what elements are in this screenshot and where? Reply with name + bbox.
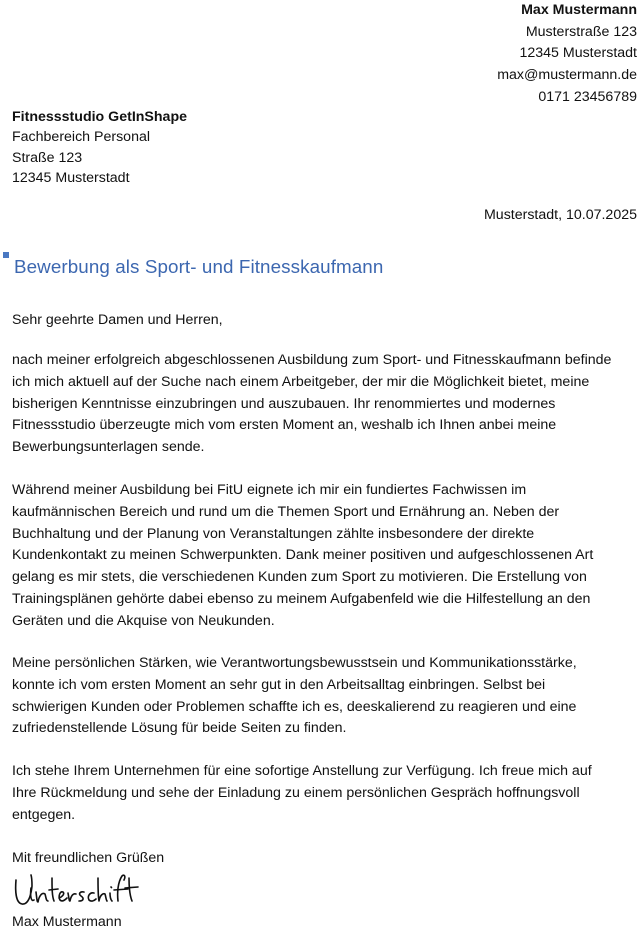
sender-phone: 0171 23456789 [538, 88, 637, 105]
closing-phrase: Mit freundlichen Grüßen [12, 850, 165, 866]
recipient-street: Straße 123 [12, 149, 83, 166]
salutation: Sehr geehrte Damen und Herren, [12, 312, 223, 328]
recipient-city: 12345 Musterstadt [12, 169, 130, 186]
body-paragraph-1: nach meiner erfolgreich abgeschlossenen Ausbildung zum Sport- und Fitnesskaufmann befinde ich mich aktuell auf der Suche nach einem Arbeitgeber, der mir die Möglichkeit bietet, meine bisherigen Kenntnisse einzubringen und auszubauen. Ihr renommiertes und modernes Fitnessstudio überzeugte mich vom ersten Moment an, weshalb ich Ihnen anbei meine Bewerbungsunterlagen sende. [12, 352, 612, 456]
sender-address-block [497, 0, 637, 109]
recipient-company: Fitnessstudio GetInShape [12, 109, 188, 125]
sender-city: 12345 Musterstadt [519, 45, 637, 62]
signer-name: Max Mustermann [12, 914, 122, 930]
body-paragraph-4: Ich stehe Ihrem Unternehmen für eine sofortige Anstellung zur Verfügung. Ich freue mich auf Ihre Rückmeldung und sehe der Einladung zu einem persönlichen Gespräch hoffnungsvoll entgegen. [12, 763, 592, 823]
sender-name: Max Mustermann [521, 2, 637, 18]
heading-marker [3, 252, 9, 258]
body-paragraph-2: Während meiner Ausbildung bei FitU eignete ich mir ein fundiertes Fachwissen im kaufmännischen Bereich und rund um die Themen Sport und Ernährung an. Neben der Buchhaltung und der Planung von Veranstaltungen zählte insbesondere der direkte Kundenkontakt zu meinen Schwerpunkten. Dank meiner positiven und aufgeschlossenen Art gelang es mir stets, die verschiedenen Kunden zum Sport zu motivieren. Die Erstellung von Trainingsplänen gehörte dabei ebenso zu meinem Aufgabenfeld wie die Hilfestellung an den Geräten und die Akquise von Neukunden. [12, 482, 594, 629]
recipient-department: Fachbereich Personal [12, 129, 151, 146]
handwritten-signature [12, 870, 140, 914]
sender-street: Musterstraße 123 [525, 23, 637, 40]
body-paragraph-3: Meine persönlichen Stärken, wie Verantwortungsbewusstsein und Kommunikationsstärke, konnte ich vom ersten Moment an sehr gut in den Arbeitsalltag einbringen. Selbst bei schwierigen Kunden oder Problemen schaffte ich es, deeskalierend zu reagieren und eine zufriedenstellende Lösung für beide Seiten zu finden. [12, 655, 577, 737]
recipient-address-block [12, 107, 187, 188]
letter-subject: Bewerbung als Sport- und Fitnesskaufmann [14, 256, 384, 277]
letter-date: Musterstadt, 10.07.2025 [483, 207, 637, 223]
sender-email: max@mustermann.de [497, 67, 637, 84]
